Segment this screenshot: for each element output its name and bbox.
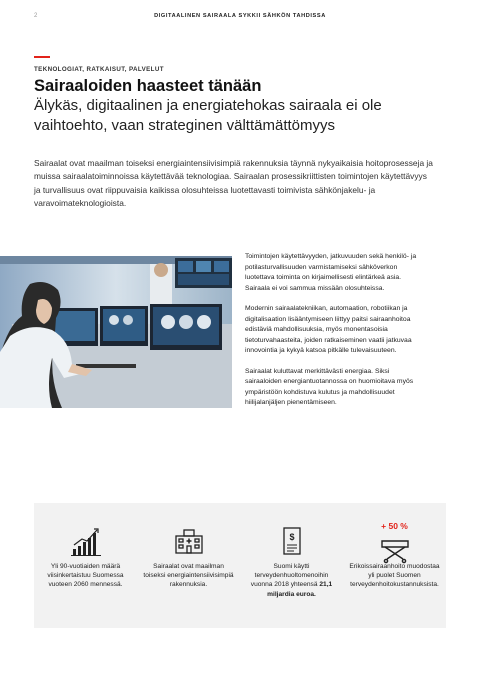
key-figures-panel <box>34 503 446 628</box>
rising-bar-chart-icon <box>70 525 102 557</box>
stat-caption: Erikoissairaanhoito muodostaa yli puolet Suomen terveydenhoitokustannuksista. <box>349 563 440 589</box>
hospital-building-icon <box>173 525 205 557</box>
body-paragraph-2: Modernin sairaalatekniikan, automaation, robotiikan ja digitalisaation lisääntymiseen liittyy paitsi sairaanhoitoa edistäviä mahdollisuuksia, myös monentasoisia tietoturvahaasteita, joiden ratkaiseminen vaatii jatkuvaa innovointia ja kykyä katsoa pitkälle tulevaisuuteen. <box>245 305 412 354</box>
stat-badge: + 50 % <box>381 521 408 531</box>
accent-rule <box>34 56 50 58</box>
stat-caption: Suomi käytti terveydenhuoltomenoihin vuonna 2018 yhteensä 21,1 miljardia euroa. <box>250 563 333 598</box>
hospital-bed-icon <box>379 533 411 565</box>
svg-text:$: $ <box>289 532 295 542</box>
page-number: 2 <box>34 13 38 19</box>
section-category: TEKNOLOGIAT, RATKAISUT, PALVELUT <box>34 66 164 73</box>
stat-specialized-care-cost <box>343 503 446 628</box>
body-paragraph-3: Sairaalat kuluttavat merkittävästi energiaa. Siksi sairaaloiden energiantuotannossa on huomioitava myös ympäristöön kohdistuva kulutus ja mahdollisuudet hiilijalanjäljen pienentämiseen. <box>245 367 414 406</box>
running-header: DIGITAALINEN SAIRAALA SYKKII SÄHKÖN TAHDISSA <box>154 13 326 19</box>
invoice-document-icon <box>276 525 308 557</box>
stat-highlight: 21,1 miljardia euroa. <box>267 581 333 598</box>
stat-elderly-population <box>34 503 137 628</box>
body-paragraph-1: Toimintojen käytettävyyden, jatkuvuuden sekä henkilö- ja potilasturvallisuuden varmistamiseksi sähköverkon luotettava toiminta on kirjaimellisesti elintärkeä asia. Sairaala ei voi sammua missään olosuhteissa. <box>245 253 417 292</box>
stat-healthcare-spending <box>240 503 343 628</box>
page-subtitle: Älykäs, digitaalinen ja energiatehokas sairaala ei ole vaihtoehto, vaan strateginen välttämättömyys <box>34 97 382 134</box>
stat-caption: Yli 90-vuotiaiden määrä viisinkertaistuu Suomessa vuoteen 2060 mennessä. <box>47 563 124 589</box>
body-text-column <box>245 252 425 419</box>
stat-energy-intensity <box>137 503 240 628</box>
hospital-monitoring-photo <box>0 256 232 408</box>
stat-caption: Sairaalat ovat maailman toiseksi energiaintensiivisimpiä rakennuksia. <box>143 563 234 589</box>
page-title: Sairaaloiden haasteet tänään <box>34 77 262 95</box>
intro-paragraph: Sairaalat ovat maailman toiseksi energiaintensiivisimpiä rakennuksia täynnä nykyaikaisia hoitoprosesseja ja muissa sairaalatoiminnoissa käytettävää teknologiaa. Sairaalan prosessikriittisten toimintojen käytettävyys ja turvallisuus ovat riippuvaisia kaikissa olosuhteissa luotettavasti toimivista sähkönjakelu- ja varavoimateknologioista. <box>34 158 433 209</box>
